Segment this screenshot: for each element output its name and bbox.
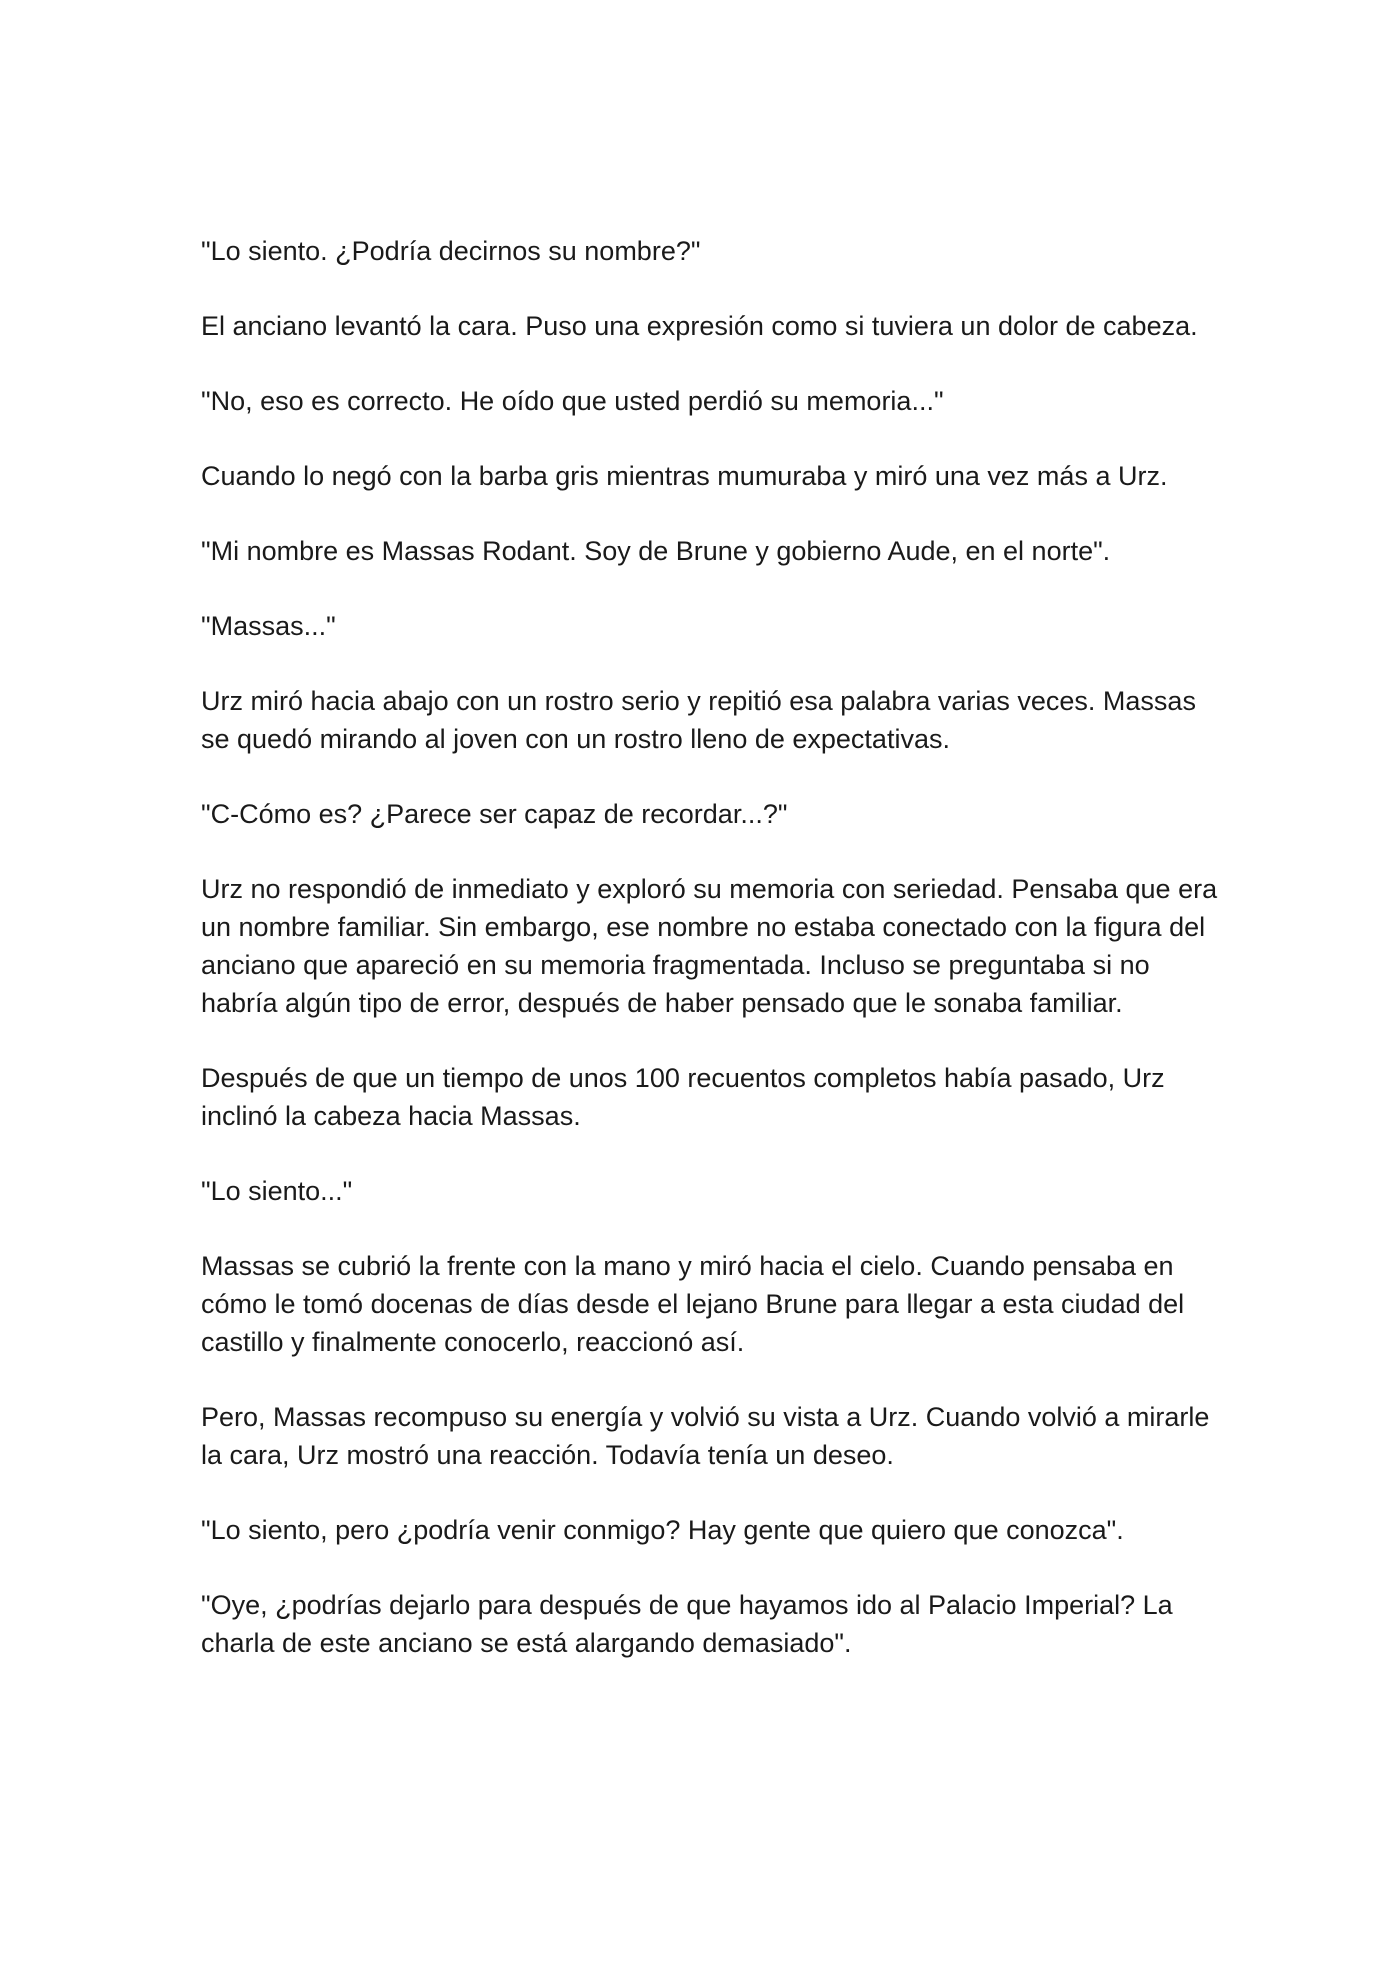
paragraph: "C-Cómo es? ¿Parece ser capaz de recordar...?" [201, 799, 788, 829]
paragraph: Urz no respondió de inmediato y exploró su memoria con seriedad. Pensaba que era un nombre familiar. Sin embargo, ese nombre no estaba conectado con la figura del anciano que apareció en su memoria fragmentada. Incluso se preguntaba si no habría algún tipo de error, después de haber pensado que le sonaba familiar. [201, 874, 1218, 1018]
paragraph: Pero, Massas recompuso su energía y volvió su vista a Urz. Cuando volvió a mirarle la cara, Urz mostró una reacción. Todavía tenía un deseo. [201, 1402, 1210, 1470]
paragraph: Después de que un tiempo de unos 100 recuentos completos había pasado, Urz inclinó la cabeza hacia Massas. [201, 1063, 1165, 1131]
paragraph: Cuando lo negó con la barba gris mientras mumuraba y miró una vez más a Urz. [201, 461, 1168, 491]
paragraph: "Oye, ¿podrías dejarlo para después de que hayamos ido al Palacio Imperial? La charla de este anciano se está alargando demasiado". [201, 1590, 1173, 1658]
paragraph: Massas se cubrió la frente con la mano y miró hacia el cielo. Cuando pensaba en cómo le tomó docenas de días desde el lejano Brune para llegar a esta ciudad del castillo y finalmente conocerlo, reaccionó así. [201, 1251, 1185, 1357]
paragraph: "Lo siento, pero ¿podría venir conmigo? Hay gente que quiero que conozca". [201, 1515, 1124, 1545]
paragraph: El anciano levantó la cara. Puso una expresión como si tuviera un dolor de cabeza. [201, 311, 1198, 341]
paragraph: "Lo siento. ¿Podría decirnos su nombre?" [201, 236, 701, 266]
paragraph: "Mi nombre es Massas Rodant. Soy de Brune y gobierno Aude, en el norte". [201, 536, 1111, 566]
paragraph: "Massas..." [201, 611, 336, 641]
document-body [201, 232, 1221, 1699]
paragraph: Urz miró hacia abajo con un rostro serio y repitió esa palabra varias veces. Massas se quedó mirando al joven con un rostro lleno de expectativas. [201, 686, 1196, 754]
paragraph: "No, eso es correcto. He oído que usted perdió su memoria..." [201, 386, 944, 416]
paragraph: "Lo siento..." [201, 1176, 353, 1206]
